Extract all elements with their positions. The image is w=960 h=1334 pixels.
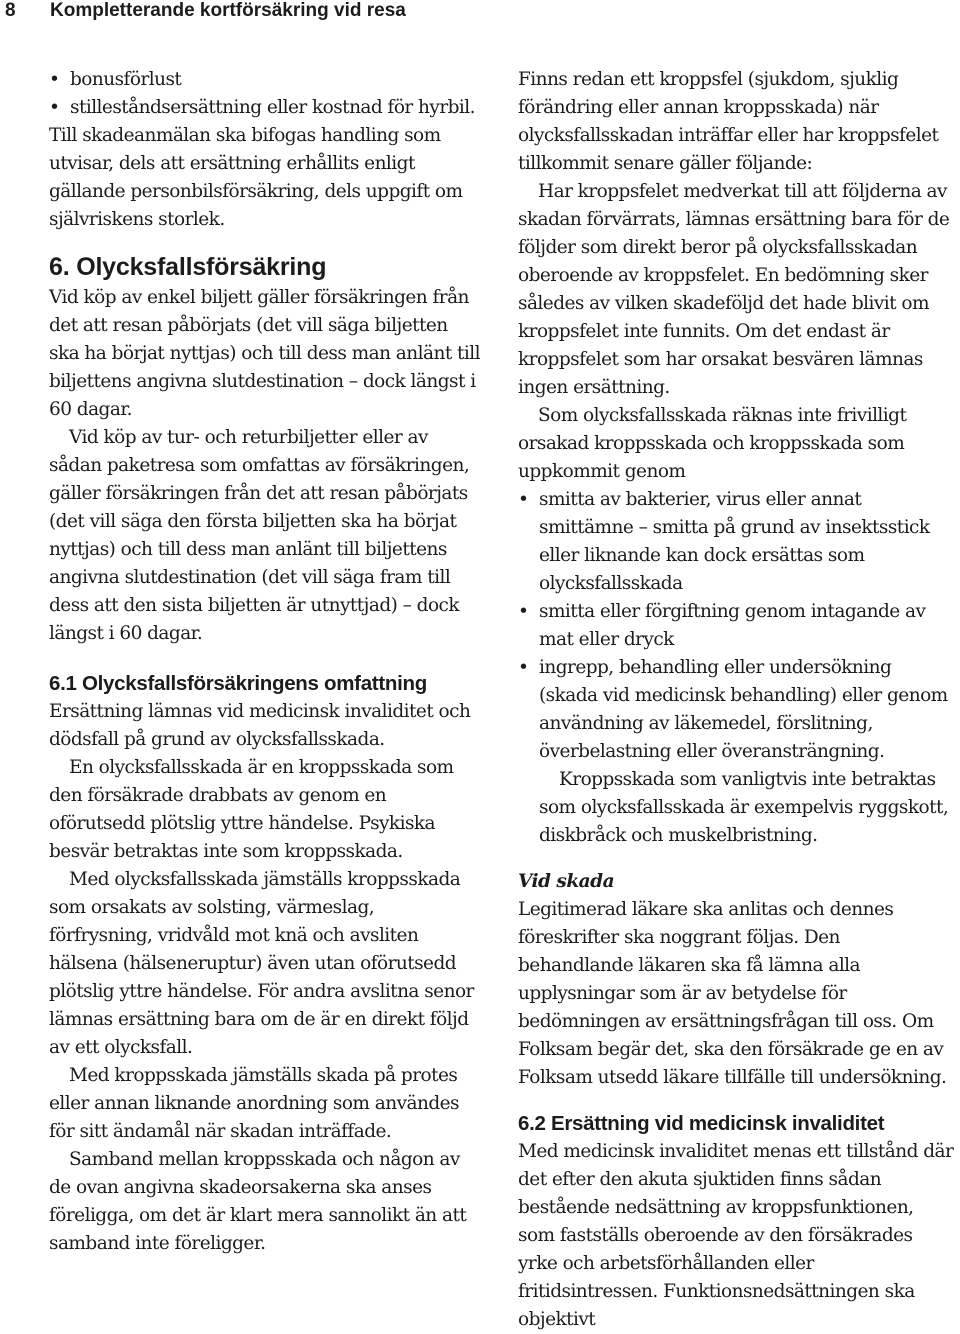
- left-column: [49, 66, 481, 1258]
- paragraph-kroppsfel: Finns redan ett kroppsfel (sjukdom, sjuklig förändring eller annan kroppsskada) när olycksfallsskadan inträffar eller har kroppsfelet tillkommit senare gäller följande:: [518, 69, 939, 174]
- bullet-list-top: [49, 66, 481, 122]
- paragraph-invaliditet: Med medicinsk invaliditet menas ett tillstånd där det efter den akuta sjuktiden finns sådan bestående nedsättning av kroppsfunktionen, som fastställs oberoende av den försäkrades yrke och arbetsförhållanden eller fritidsintressen. Funktionsnedsättningen ska objektivt: [518, 1141, 954, 1330]
- running-title: Kompletterande kortförsäkring vid resa: [50, 0, 406, 21]
- list-item: • smitta eller förgiftning genom intagande av mat eller dryck: [518, 598, 954, 654]
- right-column: [518, 66, 954, 1334]
- paragraph-skadeanmalan: Till skadeanmälan ska bifogas handling som utvisar, dels att ersättning erhållits enligt gällande personbilsförsäkring, dels uppgift om självriskens storlek.: [49, 125, 463, 230]
- paragraph-tur-retur: Vid köp av tur- och returbiljetter eller av sådan paketresa som omfattas av försäkringen, gäller försäkringen från det att resan påbörjats (det vill säga den första biljetten ska ha börjat nyttjas) och till dess man anlänt till biljettens angivna slutdestination (det vill säga fram till dess att den sista biljetten är utnyttjad) – dock längst i 60 dagar.: [49, 427, 470, 644]
- bullet-continuation: [518, 766, 954, 850]
- list-item: • ingrepp, behandling eller undersökning (skada vid medicinsk behandling) eller genom användning av läkemedel, förslitning, överbelastning eller överansträngning.: [518, 654, 954, 766]
- paragraph-lakare: Legitimerad läkare ska anlitas och dennes föreskrifter ska noggrant följas. Den behandlande läkaren ska få lämna alla upplysningar som är av betydelse för bedömningen av ersättningsfrågan till oss. Om Folksam begär det, ska den försäkrade ge en av Folksam utsedd läkare tillfälle till undersökning.: [518, 899, 947, 1088]
- page-number: 8: [5, 0, 16, 21]
- paragraph-definition: En olycksfallsskada är en kroppsskada som den försäkrade drabbats av genom en oförutsedd plötslig yttre händelse. Psykiska besvär betraktas inte som kroppsskada.: [49, 757, 454, 862]
- bullet-continuation-text: Kroppsskada som vanligtvis inte betraktas som olycksfallsskada är exempelvis ryggskott, diskbråck och muskelbristning.: [539, 769, 949, 846]
- list-item: • bonusförlust: [49, 66, 481, 94]
- paragraph-jamstalls: Med olycksfallsskada jämställs kroppsskada som orsakats av solsting, värmeslag, förfrysning, vridvåld mot knä och avsliten hälsena (hälseneruptur) även utan oförutsedd plötslig yttre händelse. För andra avslitna senor lämnas ersättning bara om de är en direkt följd av ett olycksfall.: [49, 869, 474, 1058]
- subheading-vid-skada: Vid skada: [518, 871, 615, 892]
- paragraph-som-olycksfall: Som olycksfallsskada räknas inte frivilligt orsakad kroppsskada och kroppsskada som uppkommit genom: [518, 405, 907, 482]
- section-heading-6-1: 6.1 Olycksfallsförsäkringens omfattning: [49, 672, 427, 695]
- section-heading-6-2: 6.2 Ersättning vid medicinsk invaliditet: [518, 1112, 885, 1135]
- paragraph-samband: Samband mellan kroppsskada och någon av de ovan angivna skadeorsakerna ska anses föreligga, om det är klart mera sannolikt än att samband inte föreligger.: [49, 1149, 467, 1254]
- paragraph-enkel-biljett: Vid köp av enkel biljett gäller försäkringen från det att resan påbörjats (det vill säga biljetten ska ha börjat nyttjas) och till dess man anlänt till biljettens angivna slutdestination – dock längst i 60 dagar.: [49, 287, 481, 420]
- bullet-list-exclusions: [518, 486, 954, 766]
- list-item: • stilleståndsersättning eller kostnad för hyrbil.: [49, 94, 481, 122]
- section-heading-6: 6. Olycksfallsförsäkring: [49, 253, 327, 281]
- page-header: [0, 0, 960, 22]
- paragraph-ersattning: Ersättning lämnas vid medicinsk invaliditet och dödsfall på grund av olycksfallsskada.: [49, 701, 471, 750]
- paragraph-medverkat: Har kroppsfelet medverkat till att följderna av skadan förvärrats, lämnas ersättning bara för de följder som direkt beror på olycksfallsskadan oberoende av kroppsfelet. En bedömning sker således av vilken skadeföljd det hade blivit om kroppsfelet inte funnits. Om det endast är kroppsfelet som har orsakat besvären lämnas ingen ersättning.: [518, 181, 950, 398]
- list-item: • smitta av bakterier, virus eller annat smittämne – smitta på grund av insektsstick eller liknande kan dock ersättas som olycksfallsskada: [518, 486, 954, 598]
- paragraph-protes: Med kroppsskada jämställs skada på protes eller annan liknande anordning som användes för sitt ändamål när skadan inträffade.: [49, 1065, 459, 1142]
